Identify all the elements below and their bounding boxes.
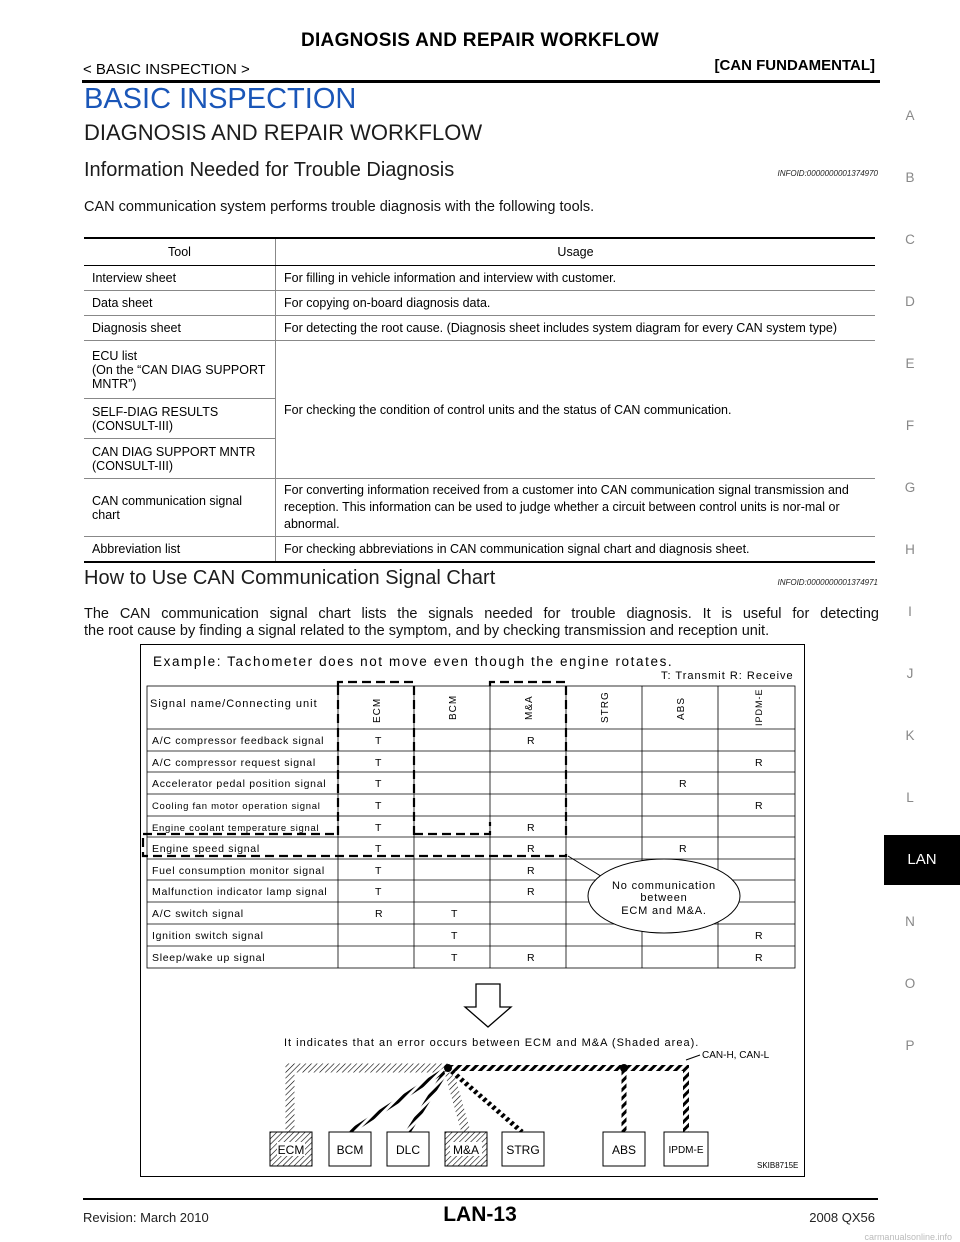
index-letter: E [905,356,915,371]
table-cell-usage: For converting information received from a customer into CAN communication signal transmission and reception. This information can be used to judge whether a circuit between control units is nor-mal or abnormal. [276,479,876,537]
signal-cell: T [375,822,383,834]
main-heading: BASIC INSPECTION [84,83,357,115]
table-cell-usage: For checking the condition of control units and the status of CAN communication. [276,341,876,479]
signal-cell: T [375,800,383,812]
signal-cell: R [527,822,536,834]
figure-example-title: Example: Tachometer does not move even though the engine rotates. [153,654,674,669]
chart-corner-header: Signal name/Connecting unit [150,698,318,710]
page-number: LAN-13 [443,1203,517,1226]
table-cell-usage: For copying on-board diagnosis data. [276,291,876,316]
signal-cell: T [375,735,383,747]
table-cell-tool: CAN communication signal chart [84,479,276,537]
unit-header: STRG [600,691,611,723]
table-cell-tool: Interview sheet [84,266,276,291]
signal-cell: R [755,930,764,942]
intro-text: CAN communication system performs trouble diagnosis with the following tools. [84,199,595,215]
body-text-line: the root cause by finding a signal related to the symptom, and by checking transmission and reception unit. [84,623,770,639]
figure-code: SKIB8715E [757,1161,799,1170]
signal-cell: T [451,952,459,964]
callout-text: No communication [612,880,716,892]
signal-name: Ignition switch signal [152,930,264,942]
module-box: ABS [611,1143,637,1157]
index-letter: A [905,108,915,123]
signal-cell: R [679,843,688,855]
index-letter: H [905,542,915,557]
info-id: INFOID:0000000001374970 [777,169,878,178]
module-box: BCM [336,1143,364,1157]
callout-text: between [640,892,688,904]
index-letter: K [905,728,915,743]
signal-cell: R [755,800,764,812]
index-letter-active: LAN [884,835,960,885]
module-box: ECM [277,1143,305,1157]
signal-cell: R [755,757,764,769]
signal-cell: T [375,778,383,790]
error-description: It indicates that an error occurs between ECM and M&A (Shaded area). [284,1037,700,1049]
table-cell-usage: For filling in vehicle information and interview with customer. [276,266,876,291]
table-cell-tool: Abbreviation list [84,537,276,562]
index-letter: O [904,976,916,991]
revision-date: Revision: March 2010 [83,1210,209,1225]
bus-label: CAN-H, CAN-L [702,1050,770,1061]
body-text-line: The CAN communication signal chart lists the signals needed for trouble diagnosis. It is useful for detecting [84,606,879,622]
signal-cell: R [527,952,536,964]
unit-header: M&A [524,695,535,720]
watermark: carmanualsonline.info [864,1232,952,1242]
table-cell-tool: ECU list (On the “CAN DIAG SUPPORT MNTR”) [84,341,276,399]
signal-name: A/C switch signal [152,908,244,920]
signal-name: Sleep/wake up signal [152,952,266,964]
signal-cell: R [527,735,536,747]
section-heading-chart: How to Use CAN Communication Signal Chart [84,567,496,589]
figure-legend: T: Transmit R: Receive [661,670,794,682]
callout-bubble [568,856,740,933]
callout-text: ECM and M&A. [621,905,707,917]
down-arrow-icon [465,984,511,1027]
signal-cell: T [375,886,383,898]
section-breadcrumb: < BASIC INSPECTION > [83,61,250,78]
index-letter: G [904,480,916,495]
index-letter: N [905,914,915,929]
index-letter: I [908,604,912,619]
signal-cell: T [451,930,459,942]
index-letter: F [905,418,915,433]
index-letter: L [906,790,914,805]
signal-cell: T [375,843,383,855]
table-cell-tool: CAN DIAG SUPPORT MNTR (CONSULT-III) [84,439,276,479]
index-letter: C [905,232,915,247]
table-cell-tool: Diagnosis sheet [84,316,276,341]
page-header-title: DIAGNOSIS AND REPAIR WORKFLOW [300,30,660,51]
signal-name: Accelerator pedal position signal [152,778,327,790]
sub-heading: DIAGNOSIS AND REPAIR WORKFLOW [84,120,483,145]
module-box: M&A [452,1143,480,1157]
signal-cell: T [451,908,459,920]
info-id: INFOID:0000000001374971 [777,578,878,587]
section-heading-info: Information Needed for Trouble Diagnosis [84,159,455,181]
signal-cell: T [375,865,383,877]
table-cell-usage: For checking abbreviations in CAN communication signal chart and diagnosis sheet. [276,537,876,562]
vehicle-model: 2008 QX56 [809,1210,875,1225]
signal-name: A/C compressor feedback signal [152,735,325,747]
module-box: STRG [506,1143,540,1157]
category-label: [CAN FUNDAMENTAL] [714,57,875,74]
unit-header: ECM [372,697,383,723]
signal-name: Cooling fan motor operation signal [152,801,321,812]
footer-rule [83,1198,878,1200]
can-bus-network [270,1050,770,1166]
table-header-tool: Tool [84,238,276,266]
signal-name: Fuel consumption monitor signal [152,865,325,877]
table-header-usage: Usage [276,238,876,266]
signal-cell: R [375,908,384,920]
signal-name: Malfunction indicator lamp signal [152,886,328,898]
signal-cell: R [527,886,536,898]
table-cell-tool: Data sheet [84,291,276,316]
index-letter: P [905,1038,915,1053]
unit-header: ABS [676,696,687,720]
index-letter: J [906,666,914,681]
module-box: IPDM-E [668,1145,704,1156]
index-letter: B [905,170,915,185]
unit-header: BCM [448,694,459,720]
signal-name: Engine speed signal [152,843,260,855]
index-letter: D [905,294,915,309]
signal-cell: R [755,952,764,964]
table-cell-tool: SELF-DIAG RESULTS (CONSULT-III) [84,399,276,439]
module-box: DLC [395,1143,421,1157]
signal-cell: R [679,778,688,790]
signal-cell: R [527,843,536,855]
table-cell-usage: For detecting the root cause. (Diagnosis sheet includes system diagram for every CAN system type) [276,316,876,341]
signal-name: Engine coolant temperature signal [152,823,320,834]
unit-header: IPDM-E [754,688,764,726]
signal-name: A/C compressor request signal [152,757,316,769]
signal-cell: T [375,757,383,769]
signal-cell: R [527,865,536,877]
